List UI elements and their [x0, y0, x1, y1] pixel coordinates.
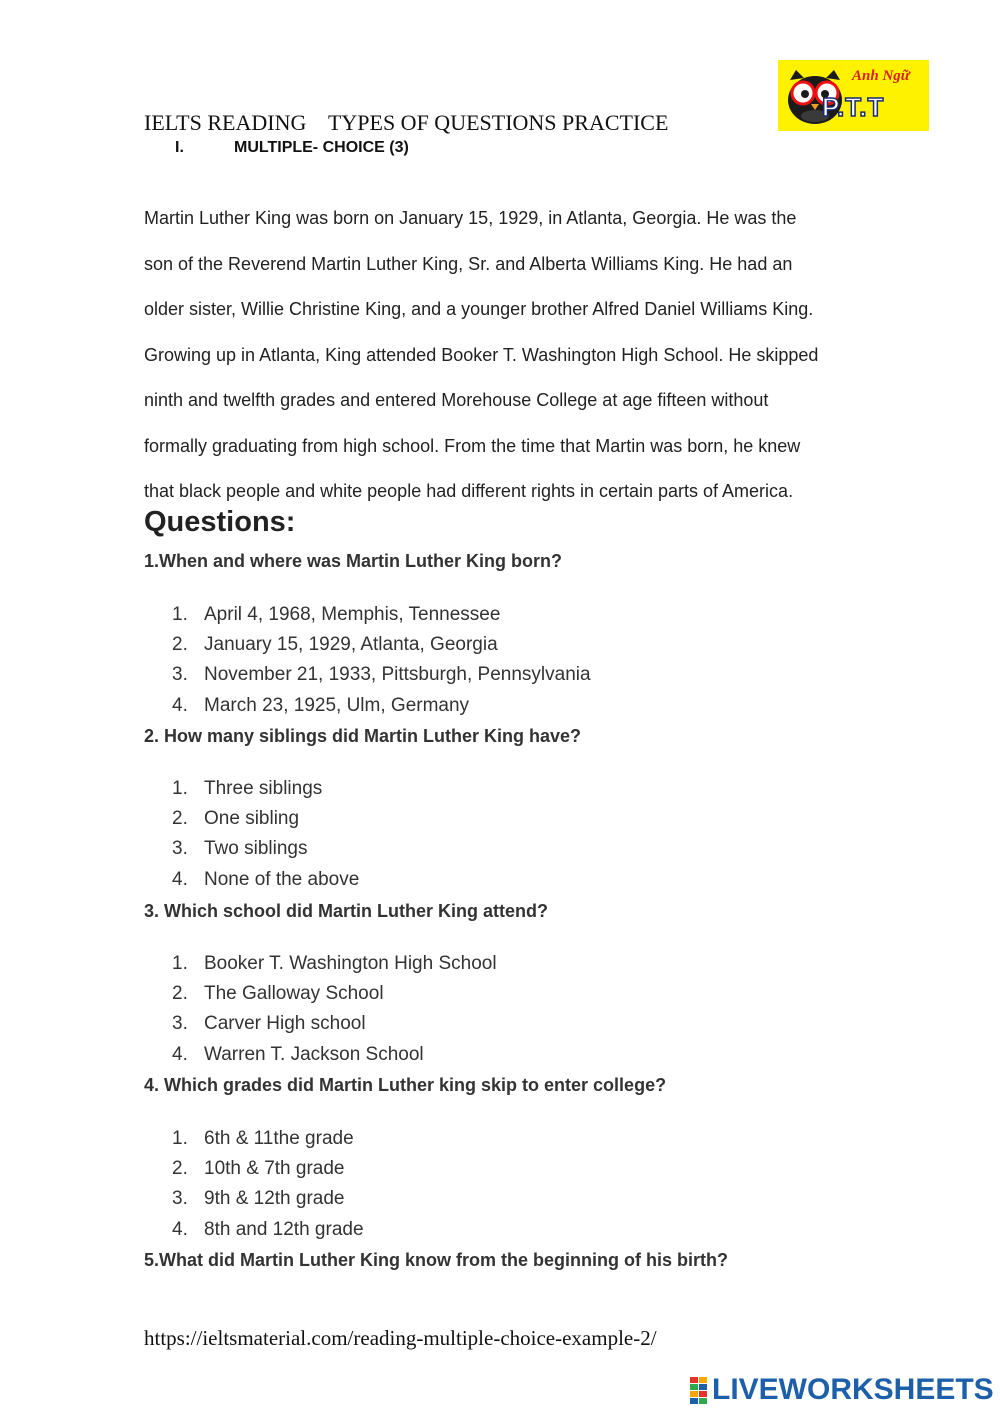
source-url: https://ieltsmaterial.com/reading-multiple-choice-example-2/ — [144, 1326, 657, 1350]
questions-heading: Questions: — [144, 506, 296, 538]
option[interactable]: 1. Booker T. Washington High School — [172, 953, 497, 974]
section-number: I. — [175, 139, 184, 156]
option[interactable]: 4. March 23, 1925, Ulm, Germany — [172, 694, 470, 716]
option[interactable]: 4. Warren T. Jackson School — [172, 1043, 424, 1065]
option[interactable]: 2. One sibling — [172, 808, 300, 830]
liveworksheets-badge-icon — [690, 1377, 708, 1405]
passage-line: older sister, Willie Christine King, and a younger brother Alfred Daniel Williams King. — [144, 299, 814, 319]
question-3-options — [172, 949, 497, 1070]
logo-brand-bottom: P.T.T — [822, 92, 885, 122]
option[interactable]: 1. April 4, 1968, Memphis, Tennessee — [172, 604, 501, 625]
page-title: IELTS READING TYPES OF QUESTIONS PRACTICE — [144, 110, 669, 135]
passage-line: formally graduating from high school. From the time that Martin was born, he knew — [144, 435, 801, 456]
logo-brand-top: Anh Ngữ — [852, 68, 910, 84]
option[interactable]: 2. 10th & 7th grade — [172, 1158, 345, 1180]
question-1: 1.When and where was Martin Luther King born? — [144, 551, 563, 571]
option[interactable]: 2. The Galloway School — [172, 983, 384, 1005]
question-4: 4. Which grades did Martin Luther king skip to enter college? — [144, 1075, 667, 1095]
option[interactable]: 4. 8th and 12th grade — [172, 1218, 364, 1240]
option[interactable]: 3. 9th & 12th grade — [172, 1188, 345, 1210]
question-3: 3. Which school did Martin Luther King attend? — [144, 901, 548, 921]
option[interactable]: 3. Two siblings — [172, 838, 308, 860]
option[interactable]: 3. Carver High school — [172, 1013, 366, 1035]
question-1-options — [172, 600, 591, 721]
anh-ngu-ptt-logo — [778, 60, 929, 131]
option[interactable]: 4. None of the above — [172, 868, 360, 890]
passage-line: Growing up in Atlanta, King attended Booker T. Washington High School. He skipped — [144, 344, 819, 365]
option[interactable]: 1. Three siblings — [172, 778, 323, 799]
section-title: MULTIPLE- CHOICE (3) — [234, 139, 409, 156]
passage-line: son of the Reverend Martin Luther King, Sr. and Alberta Williams King. He had an — [144, 253, 793, 274]
reading-passage — [144, 196, 924, 515]
option[interactable]: 1. 6th & 11the grade — [172, 1128, 354, 1149]
passage-line: Martin Luther King was born on January 15, 1929, in Atlanta, Georgia. He was the — [144, 208, 797, 228]
passage-line: ninth and twelfth grades and entered Morehouse College at age fifteen without — [144, 390, 769, 410]
question-4-options — [172, 1124, 364, 1245]
option[interactable]: 2. January 15, 1929, Atlanta, Georgia — [172, 634, 498, 656]
question-2: 2. How many siblings did Martin Luther King have? — [144, 726, 582, 746]
passage-line: that black people and white people had different rights in certain parts of America. — [144, 481, 794, 501]
question-2-options — [172, 774, 359, 895]
liveworksheets-wordmark: LIVEWORKSHEETS — [712, 1373, 994, 1406]
question-5: 5.What did Martin Luther King know from the beginning of his birth? — [144, 1250, 728, 1270]
option[interactable]: 3. November 21, 1933, Pittsburgh, Pennsylvania — [172, 664, 591, 686]
